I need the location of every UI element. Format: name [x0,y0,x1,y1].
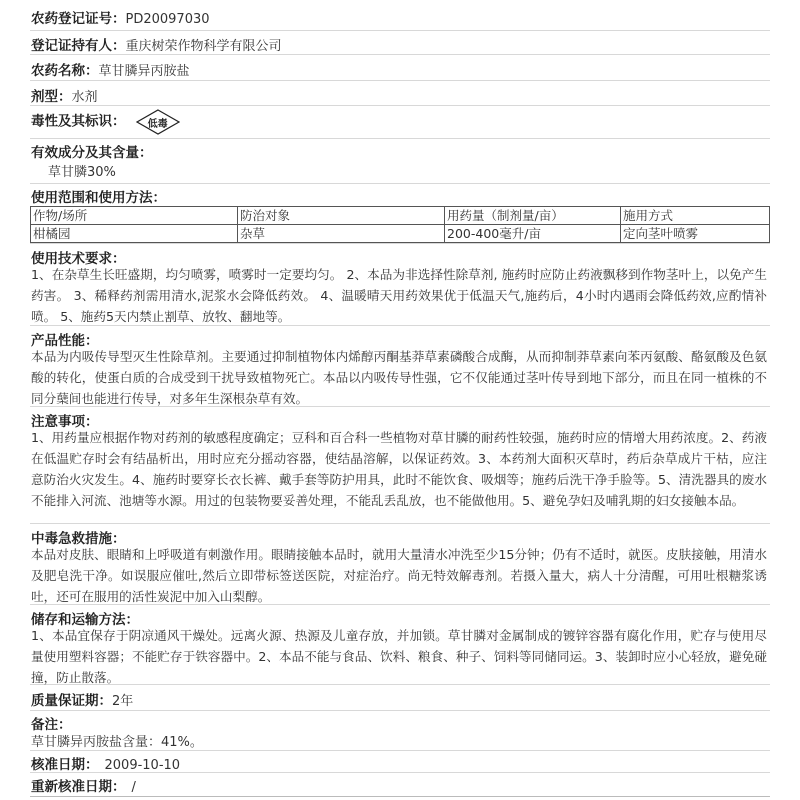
technical-section [30,244,770,326]
toxicity-row [30,106,770,139]
usage-header-cell: 用药量（制剂量/亩） [445,207,621,225]
approval-row [30,751,770,773]
toxicity-badge [136,109,180,135]
formulation-row [30,81,770,106]
remarks-section [30,711,770,751]
storage-label: 储存和运输方法： [31,612,139,628]
holder-row [30,31,770,55]
remarks-value: 草甘膦异丙胺盐含量：41%。 [31,735,203,750]
notes-label: 注意事项： [31,414,99,430]
firstaid-label: 中毒急救措施： [31,531,126,547]
ingredient-label: 有效成分及其含量： [31,145,153,161]
firstaid-text: 本品对皮肤、眼睛和上呼吸道有刺激作用。眼睛接触本品时，就用大量清水冲洗至少15分钟；仍有不适时，就医。皮肤接触，用清水及肥皂洗干净。如误服应催吐,然后立即带标签送医院，对症治疗。尚无特效解毒剂。若摄入量大，病人十分清醒，可用吐根糖浆诱吐，还可在服用的活性炭泥中加入山梨醇。 [31,547,767,604]
table-row [31,225,770,243]
performance-label: 产品性能： [31,333,99,349]
approval-label: 核准日期： [31,757,99,773]
shelf-label: 质量保证期： [31,693,112,709]
firstaid-section [30,524,770,605]
storage-text: 1、本品宜保存于阴凉通风干燥处。远离火源、热源及儿童存放，并加锁。草甘膦对金属制成的镀锌容器有腐化作用，贮存与使用尽量使用塑料容器；不能贮存于铁容器中。2、本品不能与食品、饮料、粮食、种子、饲料等同储同运。3、装卸时应小心轻放，避免碰撞，防止散落。 [31,628,767,685]
usage-cell: 200-400毫升/亩 [445,225,621,243]
registration-label: 农药登记证号： [31,11,126,27]
formulation-value: 水剂 [71,90,98,105]
toxicity-label: 毒性及其标识： [31,113,126,130]
registration-row [30,0,770,31]
shelf-row [30,685,770,711]
usage-section [30,184,770,244]
usage-label: 使用范围和使用方法： [31,190,166,206]
label-document [30,0,770,800]
remarks-label: 备注： [31,717,72,733]
usage-header-cell: 施用方式 [621,207,770,225]
usage-header-cell: 防治对象 [238,207,445,225]
toxicity-badge-text: 低毒 [147,119,168,130]
performance-text: 本品为内吸传导型灭生性除草剂。主要通过抑制植物体内烯醇丙酮基莽草素磷酸合成酶，从而抑制莽草素向苯丙氨酸、酪氨酸及色氨酸的转化，使蛋白质的合成受到干扰导致植物死亡。本品以内吸传导性强，它不仅能通过茎叶传导到地下部分，而且在同一植株的不同分蘖间也能进行传导，对多年生深根杂草有效。 [31,349,767,406]
reapproval-label: 重新核准日期： [31,779,126,795]
usage-table-header [31,207,770,225]
performance-section [30,326,770,407]
holder-value: 重庆树荣作物科学有限公司 [125,39,282,54]
name-value: 草甘膦异丙胺盐 [98,64,190,79]
reapproval-row [30,773,770,797]
reapproval-value: / [131,780,136,795]
usage-cell: 定向茎叶喷雾 [621,225,770,243]
formulation-label: 剂型： [31,89,72,105]
ingredient-value: 草甘膦30% [48,165,116,180]
notes-section [30,407,770,524]
storage-section [30,605,770,685]
ingredient-row [30,139,770,184]
technical-text: 1、在杂草生长旺盛期，均匀喷雾，喷雾时一定要均匀。 2、本品为非选择性除草剂, 施药时应防止药液飘移到作物茎叶上，以免产生药害。 3、稀释药剂需用清水,泥浆水会降低药效。 4、温暖晴天用药效果优于低温天气,施药后，4小时内遇雨会降低药效,应酌情补喷。 5、施药5天内禁止割草、放牧、翻地等。 [31,267,767,324]
notes-text: 1、用药量应根据作物对药剂的敏感程度确定；豆科和百合科一些植物对草甘膦的耐药性较强，施药时应的情增大用药浓度。2、药液在低温贮存时会有结晶析出，用时应充分摇动容器，使结晶溶解，以保证药效。3、本药剂大面积灭草时，药后杂草成片干枯，应注意防治火灾发生。4、施药时要穿长衣长裤、戴手套等防护用具，此时不能饮食、吸烟等；施药后洗干净手脸等。5、清洗器具的废水不能排入河流、池塘等水源。用过的包装物要妥善处理，不能乱丢乱放，也不能做他用。5、避免孕妇及哺乳期的妇女接触本品。 [31,430,767,508]
holder-label: 登记证持有人： [31,38,126,54]
usage-table [30,206,770,243]
usage-header-cell: 作物/场所 [31,207,238,225]
name-label: 农药名称： [31,63,99,79]
technical-label: 使用技术要求： [31,251,126,267]
registration-value: PD20097030 [125,12,210,27]
shelf-value: 2年 [112,694,134,709]
usage-cell: 杂草 [238,225,445,243]
usage-cell: 柑橘园 [31,225,238,243]
approval-value: 2009-10-10 [104,758,181,773]
name-row [30,55,770,81]
